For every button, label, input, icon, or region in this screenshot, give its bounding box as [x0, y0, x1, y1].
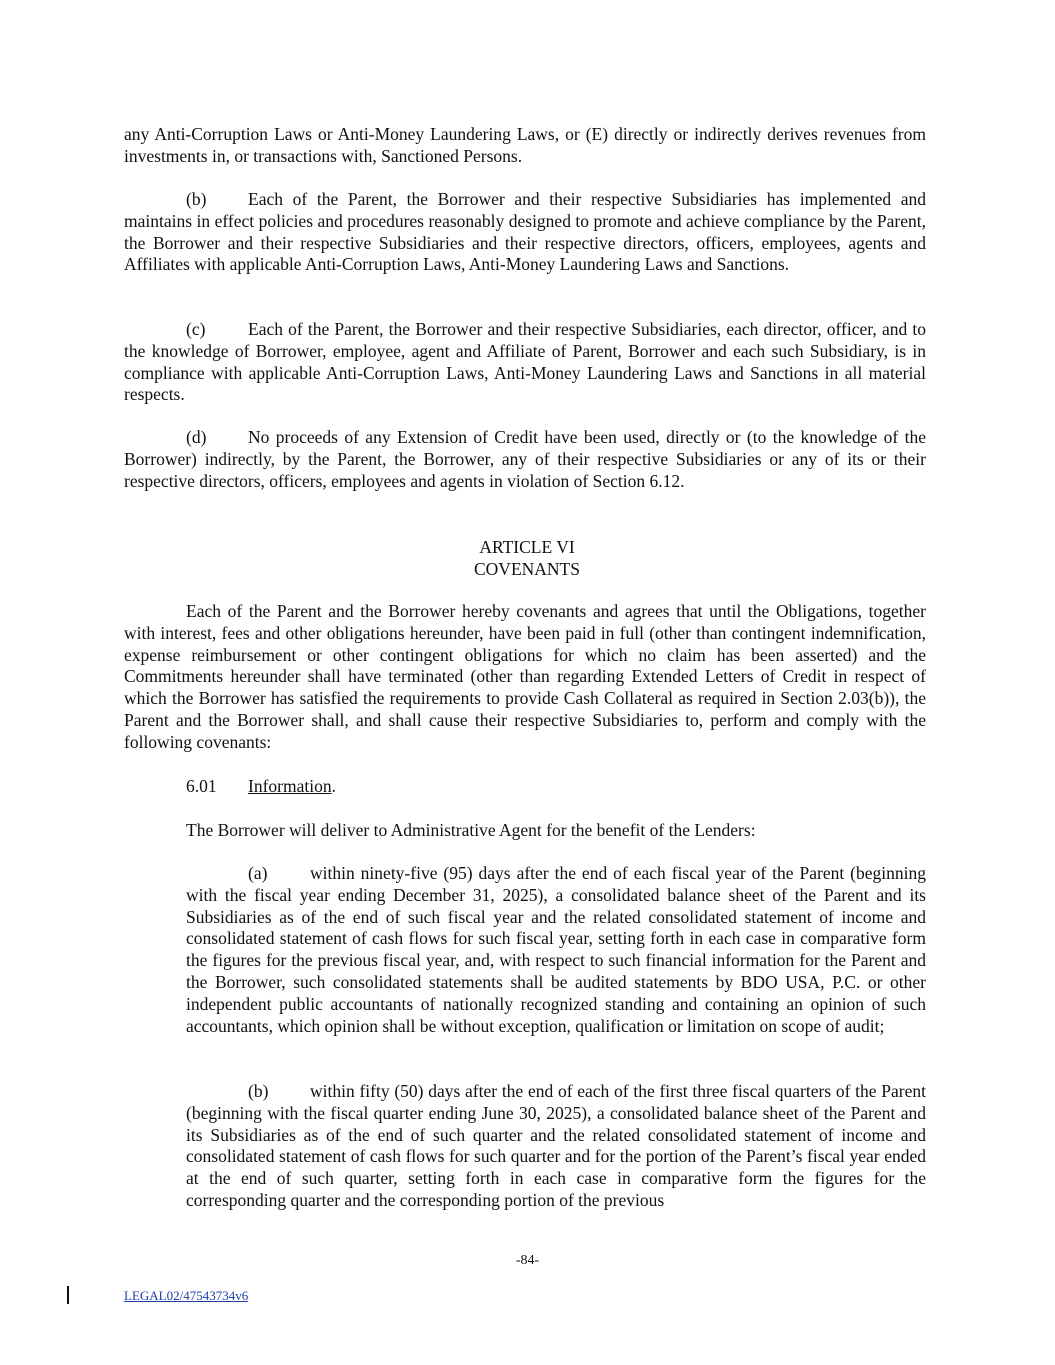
- clause-a: [186, 863, 926, 1037]
- article-title: COVENANTS: [474, 559, 580, 579]
- clause-a-label: (a): [248, 863, 268, 883]
- paragraph-c-label: (c): [186, 319, 206, 339]
- paragraph-b-text: Each of the Parent, the Borrower and their respective Subsidiaries has implemented and maintains in effect policies and procedures reasonably designed to promote and achieve compliance by the Parent, the Borrower and their respective Subsidiaries and their respective directors, officers, employees, agents and Affiliates with applicable Anti-Corruption Laws, Anti-Money Laundering Laws and Sanctions.: [124, 189, 926, 275]
- change-bar: [67, 1286, 69, 1304]
- paragraph-c: [124, 319, 926, 406]
- article-number: ARTICLE VI: [479, 537, 575, 557]
- section-601-heading: [186, 776, 926, 798]
- clause-b: [186, 1081, 926, 1212]
- section-title-suffix: .: [331, 776, 336, 796]
- clause-a-text: within ninety-five (95) days after the end of each fiscal year of the Parent (beginning with the fiscal year ending December 31, 2025), a consolidated balance sheet of the Parent and its Subsidiaries as of the end of such fiscal year and the related consolidated statement of income and consolidated statement of cash flows for such fiscal year, setting forth in each case in comparative form the figures for the previous fiscal year, and, with respect to such financial information for the Parent and the Borrower, such consolidated statements shall be audited statements by BDO USA, P.C. or other independent public accountants of nationally recognized standing and containing an opinion of such accountants, which opinion shall be without exception, qualification or limitation on scope of audit;: [186, 863, 926, 1036]
- clause-b-label: (b): [248, 1081, 269, 1101]
- section-number: 6.01: [186, 776, 217, 796]
- page-number: -84-: [515, 1253, 540, 1268]
- covenant-intro: Each of the Parent and the Borrower hereby covenants and agrees that until the Obligations, together with interest, fees and other obligations hereunder, have been paid in full (other than contingent indemnification, expense reimbursement or other contingent obligations for which no claim has been asserted) and the Commitments hereunder shall have terminated (other than regarding Extended Letters of Credit in respect of which the Borrower has satisfied the requirements to provide Cash Collateral as required in Section 2.03(b)), the Parent and the Borrower shall, and shall cause their respective Subsidiaries to, perform and comply with the following covenants:: [124, 601, 926, 752]
- section-601-lead: The Borrower will deliver to Administrative Agent for the benefit of the Lenders:: [186, 820, 756, 840]
- paragraph-d: [124, 427, 926, 492]
- paragraph-d-text: No proceeds of any Extension of Credit have been used, directly or (to the knowledge of the Borrower) indirectly, by the Parent, the Borrower, any of their respective Subsidiaries or any of its or their respective directors, officers, employees and agents in violation of Section 6.12.: [124, 427, 926, 491]
- clause-b-text: within fifty (50) days after the end of each of the first three fiscal quarters of the Parent (beginning with the fiscal quarter ending June 30, 2025), a consolidated balance sheet of the Parent and its Subsidiaries as of the end of such quarter and the related consolidated statement of income and consolidated statement of cash flows for such quarter and for the portion of the Parent’s fiscal year ended at the end of such quarter, setting forth in each case in comparative form the figures for the corresponding quarter and the corresponding portion of the previous: [186, 1081, 926, 1210]
- paragraph-b: [124, 189, 926, 276]
- section-title: Information: [248, 776, 332, 796]
- paragraph-b-label: (b): [186, 189, 207, 209]
- document-reference-link[interactable]: LEGAL02/47543734v6: [124, 1288, 249, 1303]
- paragraph-c-text: Each of the Parent, the Borrower and their respective Subsidiaries, each director, officer, and to the knowledge of Borrower, employee, agent and Affiliate of Parent, Borrower and each such Subsidiary, is in compliance with applicable Anti-Corruption Laws, Anti-Money Laundering Laws and Sanctions in all material respects.: [124, 319, 926, 405]
- continued-paragraph: any Anti-Corruption Laws or Anti-Money Laundering Laws, or (E) directly or indirectly derives revenues from investments in, or transactions with, Sanctioned Persons.: [124, 124, 926, 166]
- paragraph-d-label: (d): [186, 427, 207, 447]
